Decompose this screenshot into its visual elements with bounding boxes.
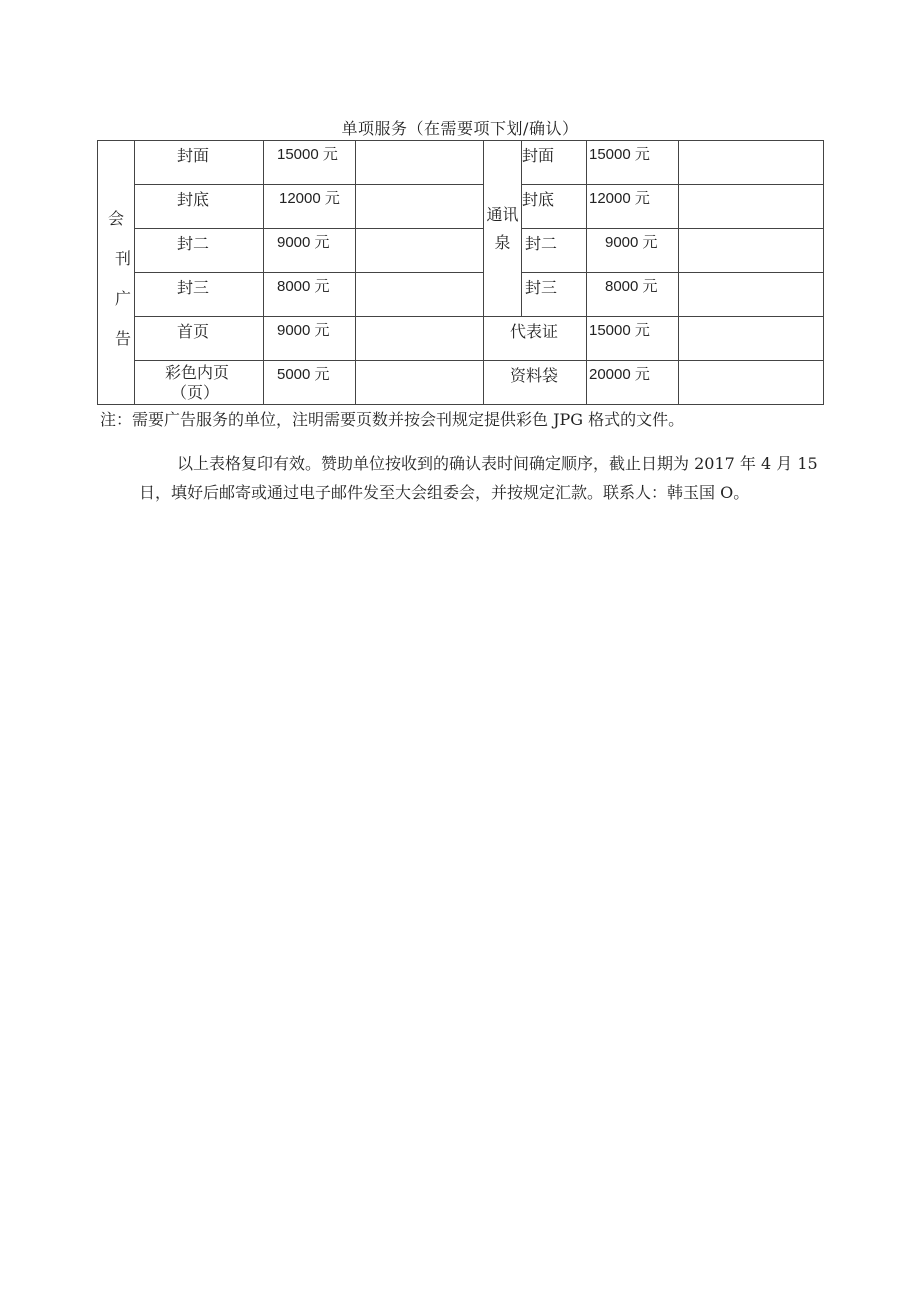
right-item: 代表证 xyxy=(510,322,559,341)
left-item: 首页 xyxy=(176,322,209,341)
right-price-cell xyxy=(587,317,679,361)
right-item: 封面 xyxy=(522,146,555,165)
right-price: 15000 元 xyxy=(589,146,650,163)
right-confirm-cell[interactable] xyxy=(679,229,824,273)
table-row xyxy=(98,185,824,229)
right-item-cell xyxy=(484,361,587,405)
right-item: 封二 xyxy=(525,234,558,253)
left-item-cell xyxy=(135,141,264,185)
left-price: 8000 元 xyxy=(277,278,330,295)
right-item-cell xyxy=(522,141,587,185)
left-item: 封三 xyxy=(176,278,209,297)
left-price-cell xyxy=(264,185,356,229)
right-item: 封三 xyxy=(525,278,558,297)
left-item-cell xyxy=(135,185,264,229)
left-group-char: 会 xyxy=(107,209,124,228)
left-price: 5000 元 xyxy=(277,366,330,383)
right-item-cell xyxy=(522,229,587,273)
right-price-cell xyxy=(587,141,679,185)
right-confirm-cell[interactable] xyxy=(679,273,824,317)
right-group-label xyxy=(484,141,522,317)
right-item: 资料袋 xyxy=(510,366,559,385)
left-item-cell xyxy=(135,361,264,405)
left-price-cell xyxy=(264,229,356,273)
left-price: 9000 元 xyxy=(277,234,330,251)
left-confirm-cell[interactable] xyxy=(356,185,484,229)
left-group-char: 告 xyxy=(114,329,131,348)
right-confirm-cell[interactable] xyxy=(679,185,824,229)
left-item: 封二 xyxy=(176,234,209,253)
right-confirm-cell[interactable] xyxy=(679,141,824,185)
instructions-text: 以上表格复印有效。赞助单位按收到的确认表时间确定顺序，截止日期为 2017 年 4 月 15 日，填好后邮寄或通过电子邮件发至大会组委会，并按规定汇款。联系人：韩玉国 O。 xyxy=(139,454,818,502)
left-price: 9000 元 xyxy=(277,322,330,339)
right-price: 8000 元 xyxy=(605,278,658,295)
left-item xyxy=(135,363,263,403)
left-price-cell xyxy=(264,317,356,361)
left-item-line2: （页） xyxy=(170,383,219,402)
table-row xyxy=(98,317,824,361)
right-item-cell xyxy=(522,273,587,317)
left-item-cell xyxy=(135,317,264,361)
left-price: 12000 元 xyxy=(279,190,340,207)
left-item-line1: 彩色内页 xyxy=(164,363,229,382)
left-confirm-cell[interactable] xyxy=(356,273,484,317)
left-item: 封底 xyxy=(176,190,209,209)
left-price-cell xyxy=(264,141,356,185)
table-row xyxy=(98,273,824,317)
left-confirm-cell[interactable] xyxy=(356,229,484,273)
left-group-label xyxy=(98,141,135,405)
right-price: 20000 元 xyxy=(589,366,650,383)
right-price-cell xyxy=(587,229,679,273)
left-item-cell xyxy=(135,229,264,273)
right-item-cell xyxy=(484,317,587,361)
right-price-cell xyxy=(587,273,679,317)
right-confirm-cell[interactable] xyxy=(679,317,824,361)
right-confirm-cell[interactable] xyxy=(679,361,824,405)
right-price: 15000 元 xyxy=(589,322,650,339)
right-group-label-line2: 泉 xyxy=(494,233,511,252)
left-confirm-cell[interactable] xyxy=(356,317,484,361)
service-table xyxy=(97,140,824,405)
right-group-label-line1: 通讯 xyxy=(486,205,519,224)
table-row xyxy=(98,229,824,273)
right-item: 封底 xyxy=(522,190,555,209)
left-confirm-cell[interactable] xyxy=(356,361,484,405)
left-item: 封面 xyxy=(176,146,209,165)
left-price-cell xyxy=(264,273,356,317)
right-price: 9000 元 xyxy=(605,234,658,251)
left-group-char: 刊 xyxy=(114,249,131,268)
left-price: 15000 元 xyxy=(277,146,338,163)
left-group-char: 广 xyxy=(114,289,131,308)
table-title: 单项服务（在需要项下划/确认） xyxy=(341,119,579,138)
right-item-cell xyxy=(522,185,587,229)
table-row xyxy=(98,361,824,405)
right-price: 12000 元 xyxy=(589,190,650,207)
right-price-cell xyxy=(587,185,679,229)
left-price-cell xyxy=(264,361,356,405)
table-row xyxy=(98,141,824,185)
right-price-cell xyxy=(587,361,679,405)
left-confirm-cell[interactable] xyxy=(356,141,484,185)
table-note: 注：需要广告服务的单位，注明需要页数并按会刊规定提供彩色 JPG 格式的文件。 xyxy=(100,410,685,429)
instructions-paragraph xyxy=(101,449,819,507)
left-item-cell xyxy=(135,273,264,317)
